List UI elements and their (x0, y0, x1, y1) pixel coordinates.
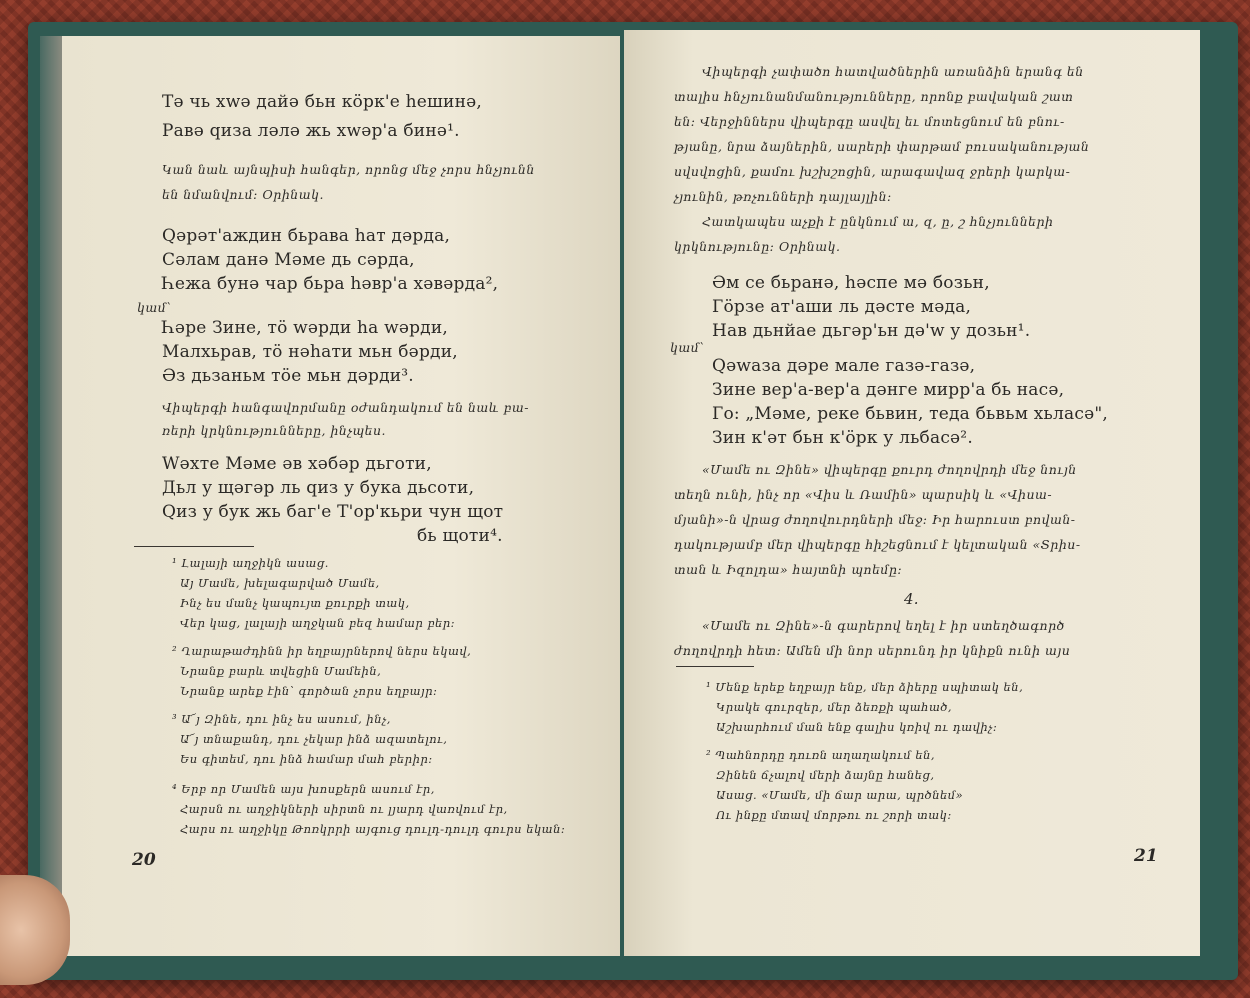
footnote-line: Հարսն ու աղջիկների սիրտն ու լյարդ վառվում էր, (180, 802, 508, 816)
prose-line: կամ՝ (670, 340, 705, 355)
footnote-line: Հարս ու աղջիկը Թոռկրրի այգուց դուլդ-դուլդ գուրս եկան։ (180, 822, 566, 836)
page-stack-edge (40, 36, 62, 936)
thumb (0, 875, 70, 985)
verse-line: Нав дьнйае дьгәр'ьн дә'w у дозьн¹. (712, 321, 1031, 341)
prose-line: տալիս հնչյունանմանությունները, որոնք բավական շատ (674, 89, 1074, 104)
footnote-line: Ասաց. «Մամե, մի ճար արա, պրծնեմ» (716, 788, 964, 802)
right-page (624, 30, 1200, 956)
footnote-line: Այ Մամե, խելագարված Մամե, (180, 576, 380, 590)
verse-line: Qиз у бук жь баг'е Т'ор'кьри чун щот (162, 502, 504, 522)
page-number: 21 (1134, 846, 1158, 866)
footnote-line: Նրանք արեք էին՝ գործան չորս եղբայր։ (180, 684, 438, 698)
prose-line: Կան նաև այնպիսի հանգեր, որոնց մեջ չորս հնչյունն (162, 162, 535, 177)
footnote-rule (676, 666, 754, 667)
footnote-line: ¹ Լալայի աղջիկն ասաց. (172, 556, 329, 570)
verse-line: Һәрe Зинe, тö wәрди һа wәрди, (162, 318, 448, 338)
footnote-line: ³ Ա՜յ Զինե, դու ինչ ես ասում, ինչ, (172, 712, 391, 726)
prose-line: ժողովրդի հետ։ Ամեն մի նոր սերունդ իր կնիքն ունի այս (674, 643, 1071, 658)
footnote-line: Վեր կաց, լալայի աղջկան բեզ համար բեր։ (180, 616, 456, 630)
footnote-line: ² Ղարաթաժդինն իր եղբայրներով ներս եկավ, (172, 644, 472, 658)
footnote-line: ⁴ Երբ որ Մամեն այս խոսքերն ասում էր, (172, 782, 435, 796)
section-number: 4. (904, 590, 919, 608)
verse-line: Qәрәт'аждин бьрава һат дәрда, (162, 226, 451, 246)
prose-line: Վիպերգի հանգավորմանը օժանդակում են նաև բա- (162, 400, 529, 415)
prose-line: են։ Վերջիններս վիպերգը ասվել եւ մոտեցնում են բնու- (674, 114, 1065, 129)
verse-line: Сәлам данә Мәме дь сәрда, (162, 250, 415, 270)
footnote-line: Ու ինքը մտավ մորթու ու շորի տակ։ (716, 808, 952, 822)
prose-line: թյանը, նրա ձայներին, սարերի փարթամ բուսականության (674, 139, 1090, 154)
prose-line: սվսվոցին, քամու խշխշոցին, արագավազ ջրերի կարկա- (674, 164, 1071, 179)
verse-line: Һежа бунә чар бьра һәвр'а хәвәрда², (162, 274, 499, 294)
footnote-line: Ես գիտեմ, դու ինձ համար մահ բերիր։ (180, 752, 433, 766)
verse-line: бь щоти⁴. (417, 526, 503, 546)
verse-line: Qәwаза дәрe малe газә-газә, (712, 356, 976, 376)
prose-line: տեղն ունի, ինչ որ «Վիս և Ռամին» պարսիկ և «Վիսա- (674, 487, 1053, 502)
footnote-line: ¹ Մենք երեք եղբայր ենք, մեր ձիերը սպիտակ են, (706, 680, 1024, 694)
footnote-line: Ինչ ես մանչ կապույտ քուրքի տակ, (180, 596, 410, 610)
verse-line: Равә qиза ләлә жь хwәр'а бинә¹. (162, 121, 460, 141)
footnote-rule (134, 546, 254, 547)
verse-line: Зинe вер'а-вер'а дәнге мирр'а бь насә, (712, 380, 1065, 400)
verse-line: Тә чь хwә дайә бьн кöрк'е һeшинә, (162, 92, 482, 112)
footnote-line: ² Պահնորդը դուռն աղաղակում են, (706, 748, 936, 762)
prose-line: չյունին, թռչունների դայլայլին։ (674, 189, 892, 204)
left-page (62, 36, 620, 956)
prose-line: ռերի կրկնությունները, ինչպես. (162, 423, 387, 438)
verse-line: Малхьрав, тö нәһати мьн бәрди, (162, 342, 458, 362)
verse-line: Әз дьзаньм тöe мьн дәрди³. (162, 366, 414, 386)
footnote-line: Աշխարհում ման ենք գալիս կռիվ ու դավիչ։ (716, 720, 998, 734)
footnote-line: Նրանք բարև տվեցին Մամեին, (180, 664, 382, 678)
verse-line: Зин к'әт бьн к'öрк у льбасә². (712, 428, 973, 448)
prose-line: կրկնությունը։ Օրինակ. (674, 239, 841, 254)
footnote-line: Զինեն ճչալով մերի ձայնը հանեց, (716, 768, 935, 782)
prose-line: տան և Իզոլդա» հայտնի պոեմը։ (674, 562, 903, 577)
footnote-line: Կրակե գուրզեր, մեր ձեռքի պահած, (716, 700, 953, 714)
verse-line: Гöрзe ат'аши ль дәсте мәда, (712, 297, 972, 317)
footnote-line: Ա՜յ տնաքանդ, դու չեկար ինձ ազատելու, (180, 732, 448, 746)
prose-line: կամ՝ (137, 300, 172, 315)
verse-line: Дьл у щәгәр ль qиз у бука дьсоти, (162, 478, 475, 498)
prose-line: «Մամե ու Զինե»-ն գարերով եղել է իր ստեղծագործ (702, 618, 1065, 633)
prose-line: մյանի»-ն վրաց ժողովուրդների մեջ։ Իր հարուստ բովան- (674, 512, 1076, 527)
prose-line: են նմանվում։ Օրինակ. (162, 187, 324, 202)
page-number: 20 (132, 850, 156, 870)
prose-line: Հատկապես աչքի է ընկնում ա, զ, ը, շ հնչյունների (702, 214, 1054, 229)
verse-line: Әм сe бьранә, һәспе мә бозьн, (712, 273, 990, 293)
prose-line: Վիպերգի չափածո հատվածներին առանձին երանգ են (702, 64, 1084, 79)
prose-line: դակությամբ մեր վիպերգը հիշեցնում է կելտական «Տրիս- (674, 537, 1081, 552)
verse-line: Wәхтe Мәме әв хәбәр дьготи, (162, 454, 432, 474)
prose-line: «Մամե ու Զինե» վիպերգը քուրդ ժողովրդի մեջ նույն (702, 462, 1077, 477)
verse-line: Го: „Мәме, рекe бьвин, теда бьвьм хьласә", (712, 404, 1108, 424)
